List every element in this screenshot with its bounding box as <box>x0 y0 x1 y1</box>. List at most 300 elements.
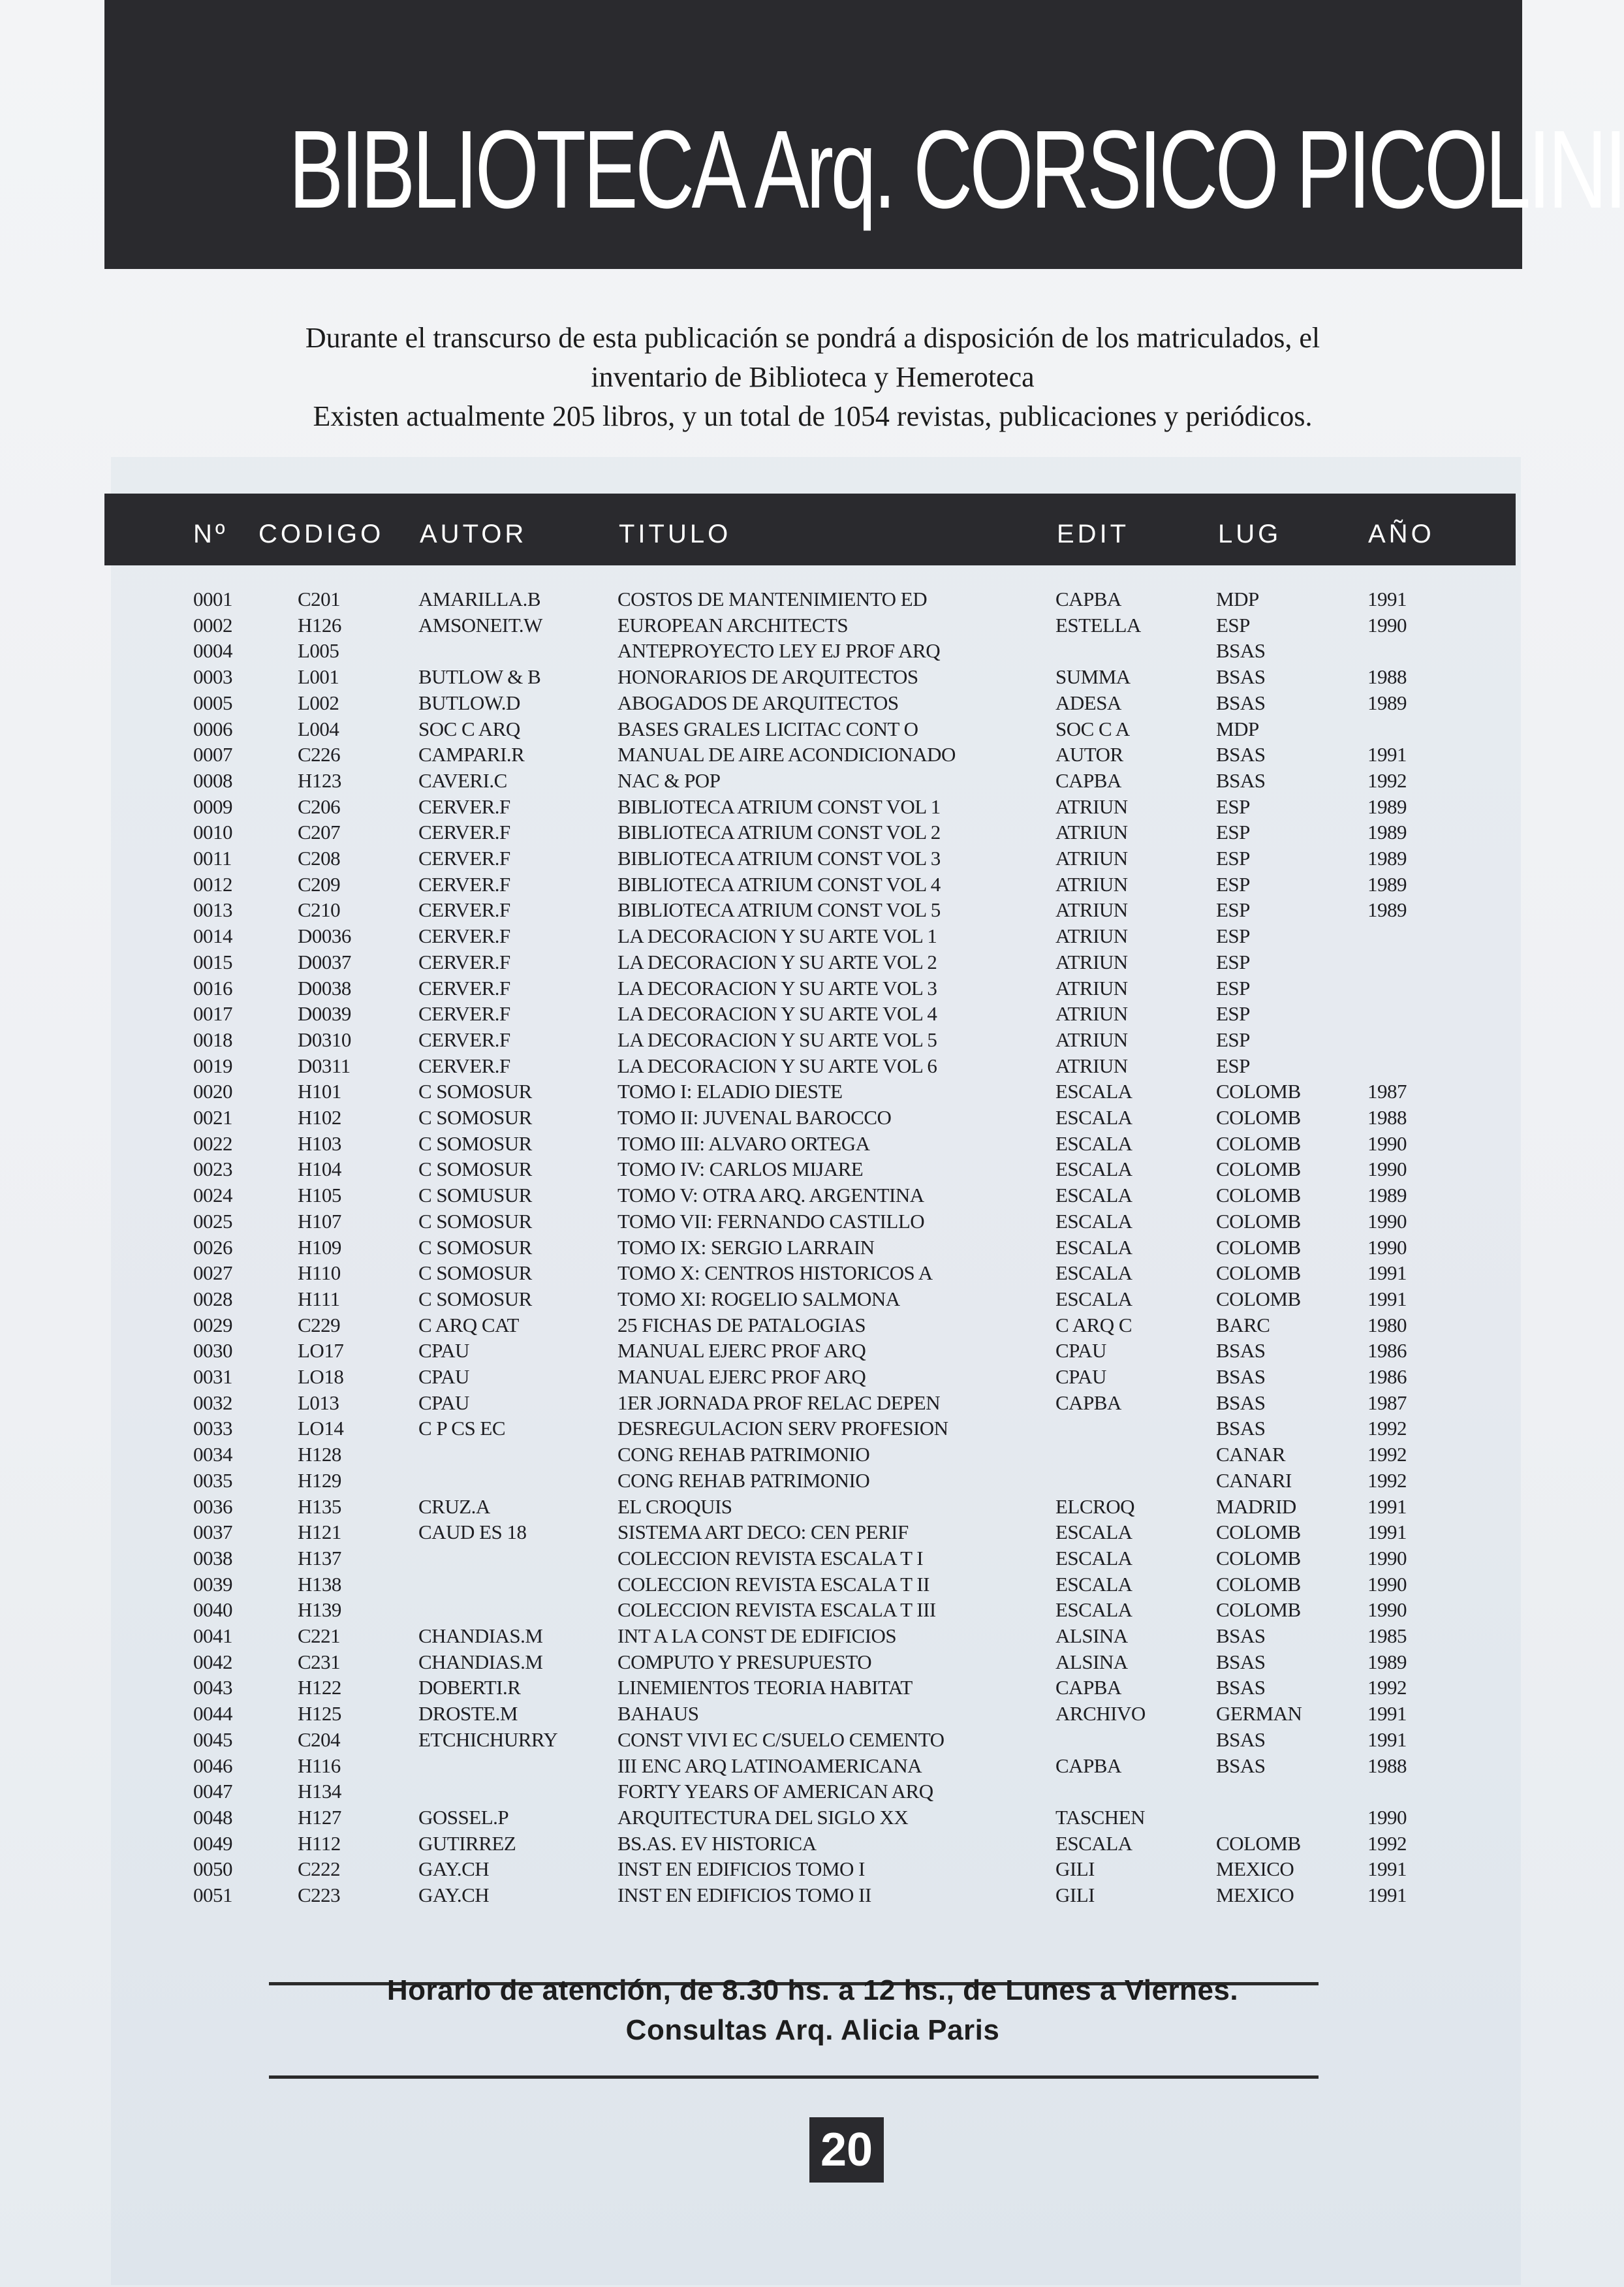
cell-anio: 1991 <box>1367 1287 1407 1310</box>
cell-anio: 1990 <box>1367 1131 1407 1155</box>
cell-codigo: H102 <box>298 1106 341 1129</box>
cell-num: 0014 <box>193 924 232 948</box>
cell-edit: ARCHIVO <box>1055 1702 1146 1726</box>
cell-num: 0020 <box>193 1080 232 1103</box>
cell-lug: CANAR <box>1216 1443 1286 1466</box>
cell-anio: 1990 <box>1367 1209 1407 1233</box>
cell-codigo: H109 <box>298 1235 341 1259</box>
cell-titulo: ARQUITECTURA DEL SIGLO XX <box>617 1805 909 1829</box>
page-number: 20 <box>809 2117 884 2183</box>
table-row <box>0 1131 1624 1157</box>
cell-anio: 1989 <box>1367 1650 1407 1673</box>
table-row <box>0 1286 1624 1312</box>
cell-lug: COLOMB <box>1216 1235 1301 1259</box>
cell-num: 0051 <box>193 1884 232 1906</box>
table-row <box>0 1597 1624 1623</box>
cell-num: 0047 <box>193 1780 232 1803</box>
cell-lug: ESP <box>1216 898 1250 922</box>
cell-edit: ATRIUN <box>1055 924 1128 948</box>
cell-autor: CERVER.F <box>418 898 510 922</box>
cell-num: 0010 <box>193 821 232 844</box>
cell-autor: GAY.CH <box>418 1857 490 1881</box>
cell-autor: CERVER.F <box>418 1028 510 1051</box>
cell-codigo: H135 <box>298 1494 341 1518</box>
cell-edit: SUMMA <box>1055 665 1131 689</box>
cell-edit: ALSINA <box>1055 1624 1128 1647</box>
cell-edit: ATRIUN <box>1055 976 1128 1000</box>
table-row <box>0 1415 1624 1442</box>
cell-autor: C SOMOSUR <box>418 1131 532 1155</box>
cell-anio: 1990 <box>1367 1805 1407 1829</box>
cell-num: 0022 <box>193 1131 232 1155</box>
cell-codigo: H122 <box>298 1676 341 1699</box>
table-row <box>0 664 1624 690</box>
cell-codigo: C207 <box>298 821 341 844</box>
cell-titulo: BIBLIOTECA ATRIUM CONST VOL 3 <box>617 847 941 870</box>
cell-titulo: ANTEPROYECTO LEY EJ PROF ARQ <box>617 639 941 663</box>
cell-codigo: H138 <box>298 1572 341 1596</box>
cell-num: 0037 <box>193 1521 232 1544</box>
cell-autor: C SOMOSUR <box>418 1106 532 1129</box>
cell-edit: ESCALA <box>1055 1598 1132 1622</box>
table-row <box>0 1338 1624 1364</box>
cell-edit: ELCROQ <box>1055 1494 1134 1518</box>
cell-codigo: C201 <box>298 588 341 610</box>
cell-anio: 1988 <box>1367 1754 1407 1777</box>
cell-num: 0039 <box>193 1572 232 1596</box>
cell-edit: ATRIUN <box>1055 795 1128 818</box>
cell-edit: CAPBA <box>1055 1676 1121 1699</box>
cell-titulo: COLECCION REVISTA ESCALA T I <box>617 1546 924 1569</box>
cell-titulo: COSTOS DE MANTENIMIENTO ED <box>617 588 928 610</box>
cell-lug: ESP <box>1216 1002 1250 1026</box>
cell-autor: CPAU <box>418 1391 469 1414</box>
cell-edit: CAPBA <box>1055 588 1121 610</box>
cell-num: 0042 <box>193 1650 232 1673</box>
cell-titulo: COMPUTO Y PRESUPUESTO <box>617 1650 872 1673</box>
cell-titulo: LA DECORACION Y SU ARTE VOL 4 <box>617 1002 937 1026</box>
cell-autor: CERVER.F <box>418 1002 510 1026</box>
cell-num: 0021 <box>193 1106 232 1129</box>
cell-titulo: CONG REHAB PATRIMONIO <box>617 1443 870 1466</box>
cell-anio: 1990 <box>1367 613 1407 637</box>
cell-codigo: H123 <box>298 768 341 792</box>
cell-lug: ESP <box>1216 847 1250 870</box>
cell-codigo: C221 <box>298 1624 341 1647</box>
cell-codigo: C231 <box>298 1650 341 1673</box>
cell-titulo: BASES GRALES LICITAC CONT O <box>617 717 918 740</box>
cell-autor: CRUZ.A <box>418 1494 490 1518</box>
cell-lug: ESP <box>1216 872 1250 896</box>
cell-anio: 1992 <box>1367 1468 1407 1492</box>
cell-autor: CAVERI.C <box>418 768 507 792</box>
cell-edit: ATRIUN <box>1055 1054 1128 1077</box>
cell-codigo: L002 <box>298 691 339 714</box>
cell-num: 0013 <box>193 898 232 922</box>
cell-titulo: BS.AS. EV HISTORICA <box>617 1831 817 1855</box>
cell-num: 0031 <box>193 1365 232 1388</box>
cell-edit: ESCALA <box>1055 1131 1132 1155</box>
cell-edit: ALSINA <box>1055 1650 1128 1673</box>
table-row <box>0 949 1624 975</box>
cell-autor: BUTLOW.D <box>418 691 520 714</box>
cell-autor: C SOMUSUR <box>418 1184 532 1207</box>
cell-num: 0038 <box>193 1546 232 1569</box>
cell-anio: 1989 <box>1367 872 1407 896</box>
cell-lug: COLOMB <box>1216 1184 1301 1207</box>
cell-codigo: H101 <box>298 1080 341 1103</box>
cell-anio: 1986 <box>1367 1365 1407 1388</box>
cell-autor: CAUD ES 18 <box>418 1521 527 1544</box>
cell-codigo: H125 <box>298 1702 341 1726</box>
column-header-num: Nº <box>193 520 228 548</box>
intro-text <box>163 319 1462 436</box>
cell-lug: ESP <box>1216 795 1250 818</box>
cell-titulo: BIBLIOTECA ATRIUM CONST VOL 2 <box>617 821 941 844</box>
cell-codigo: H104 <box>298 1158 341 1181</box>
cell-anio: 1990 <box>1367 1235 1407 1259</box>
cell-autor: CERVER.F <box>418 950 510 973</box>
cell-lug: BSAS <box>1216 639 1266 663</box>
cell-anio: 1988 <box>1367 1106 1407 1129</box>
column-header-lug: LUG <box>1218 520 1282 548</box>
cell-edit: CPAU <box>1055 1339 1106 1363</box>
cell-autor: C SOMOSUR <box>418 1261 532 1285</box>
cell-edit: ESCALA <box>1055 1546 1132 1569</box>
cell-lug: BSAS <box>1216 1339 1266 1363</box>
cell-edit: SOC C A <box>1055 717 1130 740</box>
cell-anio: 1990 <box>1367 1572 1407 1596</box>
cell-num: 0004 <box>193 639 232 663</box>
cell-edit: TASCHEN <box>1055 1805 1145 1829</box>
cell-anio: 1990 <box>1367 1598 1407 1622</box>
cell-titulo: INST EN EDIFICIOS TOMO II <box>617 1884 871 1906</box>
cell-lug: ESP <box>1216 924 1250 948</box>
cell-edit: ESTELLA <box>1055 613 1141 637</box>
divider-bottom <box>269 2075 1319 2079</box>
cell-num: 0015 <box>193 950 232 973</box>
table-row <box>0 1235 1624 1261</box>
cell-anio: 1991 <box>1367 588 1407 610</box>
table-row <box>0 1105 1624 1131</box>
cell-anio: 1991 <box>1367 1884 1407 1906</box>
cell-anio: 1980 <box>1367 1313 1407 1336</box>
table-row <box>0 1468 1624 1494</box>
cell-num: 0025 <box>193 1209 232 1233</box>
cell-num: 0049 <box>193 1831 232 1855</box>
cell-anio: 1987 <box>1367 1080 1407 1103</box>
cell-num: 0018 <box>193 1028 232 1051</box>
cell-num: 0032 <box>193 1391 232 1414</box>
cell-anio: 1991 <box>1367 1857 1407 1881</box>
cell-edit: ATRIUN <box>1055 872 1128 896</box>
cell-lug: BSAS <box>1216 1727 1266 1751</box>
cell-autor: AMARILLA.B <box>418 588 541 610</box>
cell-codigo: LO14 <box>298 1417 344 1440</box>
cell-titulo: ABOGADOS DE ARQUITECTOS <box>617 691 899 714</box>
column-header-edit: EDIT <box>1057 520 1130 548</box>
cell-num: 0002 <box>193 613 232 637</box>
table-row <box>0 845 1624 872</box>
cell-edit: ESCALA <box>1055 1080 1132 1103</box>
cell-lug: MADRID <box>1216 1494 1296 1518</box>
cell-autor: GOSSEL.P <box>418 1805 509 1829</box>
cell-autor: C SOMOSUR <box>418 1209 532 1233</box>
cell-autor: CERVER.F <box>418 795 510 818</box>
cell-edit: ESCALA <box>1055 1831 1132 1855</box>
table-row <box>0 1442 1624 1468</box>
cell-anio: 1989 <box>1367 898 1407 922</box>
cell-lug: MDP <box>1216 717 1259 740</box>
cell-codigo: H139 <box>298 1598 341 1622</box>
cell-codigo: L005 <box>298 639 339 663</box>
cell-lug: BSAS <box>1216 1417 1266 1440</box>
cell-titulo: III ENC ARQ LATINOAMERICANA <box>617 1754 922 1777</box>
cell-codigo: LO18 <box>298 1365 344 1388</box>
cell-autor: CERVER.F <box>418 821 510 844</box>
cell-anio: 1992 <box>1367 768 1407 792</box>
column-header-codigo: CODIGO <box>258 520 384 548</box>
cell-codigo: H134 <box>298 1780 341 1803</box>
table-row <box>0 1156 1624 1182</box>
table-row <box>0 586 1624 612</box>
cell-edit: ATRIUN <box>1055 847 1128 870</box>
cell-edit: ESCALA <box>1055 1287 1132 1310</box>
table-row <box>0 1675 1624 1701</box>
cell-num: 0019 <box>193 1054 232 1077</box>
cell-num: 0016 <box>193 976 232 1000</box>
intro-line-2: inventario de Biblioteca y Hemeroteca <box>591 361 1035 393</box>
table-row <box>0 897 1624 923</box>
cell-titulo: LA DECORACION Y SU ARTE VOL 6 <box>617 1054 937 1077</box>
table-row <box>0 1494 1624 1520</box>
column-header-titulo: TITULO <box>619 520 732 548</box>
cell-codigo: H116 <box>298 1754 341 1777</box>
cell-num: 0041 <box>193 1624 232 1647</box>
cell-autor: CERVER.F <box>418 1054 510 1077</box>
cell-lug: BSAS <box>1216 665 1266 689</box>
cell-autor: GAY.CH <box>418 1884 490 1906</box>
cell-anio: 1989 <box>1367 1184 1407 1207</box>
table-row <box>0 975 1624 1002</box>
table-row <box>0 923 1624 949</box>
cell-autor: CERVER.F <box>418 847 510 870</box>
cell-codigo: L004 <box>298 717 339 740</box>
column-header-anio: AÑO <box>1368 520 1435 548</box>
cell-num: 0045 <box>193 1727 232 1751</box>
cell-titulo: INST EN EDIFICIOS TOMO I <box>617 1857 865 1881</box>
cell-edit: ATRIUN <box>1055 950 1128 973</box>
cell-lug: BSAS <box>1216 1365 1266 1388</box>
cell-anio: 1991 <box>1367 1702 1407 1726</box>
cell-autor: C P CS EC <box>418 1417 506 1440</box>
table-row <box>0 1753 1624 1779</box>
table-row <box>0 1390 1624 1416</box>
cell-autor: DOBERTI.R <box>418 1676 521 1699</box>
cell-autor: C SOMOSUR <box>418 1235 532 1259</box>
cell-anio: 1988 <box>1367 665 1407 689</box>
cell-codigo: H105 <box>298 1184 341 1207</box>
cell-num: 0001 <box>193 588 232 610</box>
cell-lug: COLOMB <box>1216 1106 1301 1129</box>
cell-codigo: H127 <box>298 1805 341 1829</box>
cell-edit: AUTOR <box>1055 743 1123 766</box>
cell-titulo: INT A LA CONST DE EDIFICIOS <box>617 1624 897 1647</box>
cell-autor: CPAU <box>418 1339 469 1363</box>
cell-titulo: TOMO X: CENTROS HISTORICOS A <box>617 1261 933 1285</box>
cell-edit: GILI <box>1055 1884 1095 1906</box>
cell-anio: 1989 <box>1367 821 1407 844</box>
table-row <box>0 1208 1624 1235</box>
table-row <box>0 819 1624 845</box>
cell-codigo: L013 <box>298 1391 339 1414</box>
cell-lug: BSAS <box>1216 1676 1266 1699</box>
cell-titulo: MANUAL EJERC PROF ARQ <box>617 1339 866 1363</box>
cell-codigo: C226 <box>298 743 341 766</box>
table-row <box>0 1079 1624 1105</box>
cell-titulo: HONORARIOS DE ARQUITECTOS <box>617 665 918 689</box>
table-row <box>0 1364 1624 1390</box>
cell-num: 0030 <box>193 1339 232 1363</box>
cell-lug: COLOMB <box>1216 1131 1301 1155</box>
table-row <box>0 768 1624 794</box>
table-row <box>0 1519 1624 1545</box>
page-title: BIBLIOTECA Arq. CORSICO PICOLINI <box>289 108 1624 232</box>
cell-edit: ADESA <box>1055 691 1121 714</box>
cell-lug: COLOMB <box>1216 1572 1301 1596</box>
cell-anio: 1991 <box>1367 1727 1407 1751</box>
cell-edit: ATRIUN <box>1055 821 1128 844</box>
cell-num: 0011 <box>193 847 232 870</box>
table-row <box>0 690 1624 716</box>
cell-num: 0017 <box>193 1002 232 1026</box>
cell-titulo: LA DECORACION Y SU ARTE VOL 2 <box>617 950 937 973</box>
cell-num: 0027 <box>193 1261 232 1285</box>
cell-edit: ESCALA <box>1055 1184 1132 1207</box>
cell-edit: ATRIUN <box>1055 1002 1128 1026</box>
contact-line: Consultas Arq. Alicia Paris <box>625 2014 1000 2046</box>
cell-titulo: LA DECORACION Y SU ARTE VOL 1 <box>617 924 937 948</box>
cell-lug: MDP <box>1216 588 1259 610</box>
cell-anio: 1989 <box>1367 691 1407 714</box>
cell-codigo: C204 <box>298 1727 341 1751</box>
cell-lug: BARC <box>1216 1313 1270 1336</box>
table-row <box>0 1778 1624 1805</box>
cell-titulo: TOMO IV: CARLOS MIJARE <box>617 1158 864 1181</box>
cell-edit: CAPBA <box>1055 1754 1121 1777</box>
cell-edit: GILI <box>1055 1857 1095 1881</box>
cell-anio: 1989 <box>1367 847 1407 870</box>
cell-autor: CERVER.F <box>418 976 510 1000</box>
table-row <box>0 1053 1624 1079</box>
cell-titulo: CONST VIVI EC C/SUELO CEMENTO <box>617 1727 945 1751</box>
cell-num: 0044 <box>193 1702 232 1726</box>
cell-num: 0012 <box>193 872 232 896</box>
cell-titulo: TOMO II: JUVENAL BAROCCO <box>617 1106 892 1129</box>
cell-titulo: FORTY YEARS OF AMERICAN ARQ <box>617 1780 933 1803</box>
cell-autor: C SOMOSUR <box>418 1080 532 1103</box>
cell-titulo: BAHAUS <box>617 1702 699 1726</box>
cell-autor: AMSONEIT.W <box>418 613 542 637</box>
table-row <box>0 1701 1624 1727</box>
cell-lug: COLOMB <box>1216 1080 1301 1103</box>
cell-codigo: LO17 <box>298 1339 344 1363</box>
cell-edit: CPAU <box>1055 1365 1106 1388</box>
cell-lug: COLOMB <box>1216 1521 1301 1544</box>
cell-lug: COLOMB <box>1216 1158 1301 1181</box>
table-row <box>0 1001 1624 1027</box>
cell-anio: 1990 <box>1367 1158 1407 1181</box>
cell-num: 0046 <box>193 1754 232 1777</box>
table-row <box>0 1260 1624 1286</box>
cell-autor: ETCHICHURRY <box>418 1727 558 1751</box>
cell-anio: 1985 <box>1367 1624 1407 1647</box>
cell-titulo: MANUAL EJERC PROF ARQ <box>617 1365 866 1388</box>
cell-anio: 1991 <box>1367 1494 1407 1518</box>
cell-titulo: TOMO III: ALVARO ORTEGA <box>617 1131 870 1155</box>
cell-autor: CERVER.F <box>418 924 510 948</box>
cell-num: 0050 <box>193 1857 232 1881</box>
cell-autor: CHANDIAS.M <box>418 1624 543 1647</box>
cell-lug: BSAS <box>1216 1754 1266 1777</box>
cell-codigo: C223 <box>298 1884 341 1906</box>
cell-num: 0033 <box>193 1417 232 1440</box>
cell-lug: COLOMB <box>1216 1287 1301 1310</box>
cell-edit: ESCALA <box>1055 1235 1132 1259</box>
cell-autor: DROSTE.M <box>418 1702 518 1726</box>
cell-edit: CAPBA <box>1055 1391 1121 1414</box>
table-row <box>0 1805 1624 1831</box>
cell-num: 0029 <box>193 1313 232 1336</box>
cell-lug: ESP <box>1216 1054 1250 1077</box>
cell-autor: CERVER.F <box>418 872 510 896</box>
cell-titulo: COLECCION REVISTA ESCALA T II <box>617 1572 929 1596</box>
cell-titulo: TOMO XI: ROGELIO SALMONA <box>617 1287 900 1310</box>
table-row <box>0 1571 1624 1598</box>
cell-codigo: H112 <box>298 1831 341 1855</box>
cell-codigo: D0038 <box>298 976 351 1000</box>
table-row <box>0 1182 1624 1208</box>
cell-codigo: D0036 <box>298 924 351 948</box>
cell-codigo: C206 <box>298 795 341 818</box>
cell-codigo: H111 <box>298 1287 340 1310</box>
cell-edit: ESCALA <box>1055 1106 1132 1129</box>
cell-edit: C ARQ C <box>1055 1313 1132 1336</box>
cell-num: 0036 <box>193 1494 232 1518</box>
cell-titulo: LA DECORACION Y SU ARTE VOL 3 <box>617 976 937 1000</box>
cell-codigo: C222 <box>298 1857 341 1881</box>
column-header-autor: AUTOR <box>420 520 527 548</box>
cell-anio: 1986 <box>1367 1339 1407 1363</box>
cell-codigo: H107 <box>298 1209 341 1233</box>
table-row <box>0 872 1624 898</box>
cell-titulo: TOMO IX: SERGIO LARRAIN <box>617 1235 875 1259</box>
cell-titulo: MANUAL DE AIRE ACONDICIONADO <box>617 743 956 766</box>
cell-lug: BSAS <box>1216 1650 1266 1673</box>
cell-autor: GUTIRREZ <box>418 1831 516 1855</box>
cell-titulo: CONG REHAB PATRIMONIO <box>617 1468 870 1492</box>
cell-lug: ESP <box>1216 821 1250 844</box>
cell-codigo: H129 <box>298 1468 341 1492</box>
cell-codigo: D0311 <box>298 1054 351 1077</box>
cell-lug: ESP <box>1216 1028 1250 1051</box>
cell-lug: ESP <box>1216 976 1250 1000</box>
cell-titulo: BIBLIOTECA ATRIUM CONST VOL 4 <box>617 872 941 896</box>
cell-lug: ESP <box>1216 613 1250 637</box>
cell-titulo: 25 FICHAS DE PATALOGIAS <box>617 1313 866 1336</box>
cell-codigo: D0037 <box>298 950 351 973</box>
cell-lug: COLOMB <box>1216 1209 1301 1233</box>
